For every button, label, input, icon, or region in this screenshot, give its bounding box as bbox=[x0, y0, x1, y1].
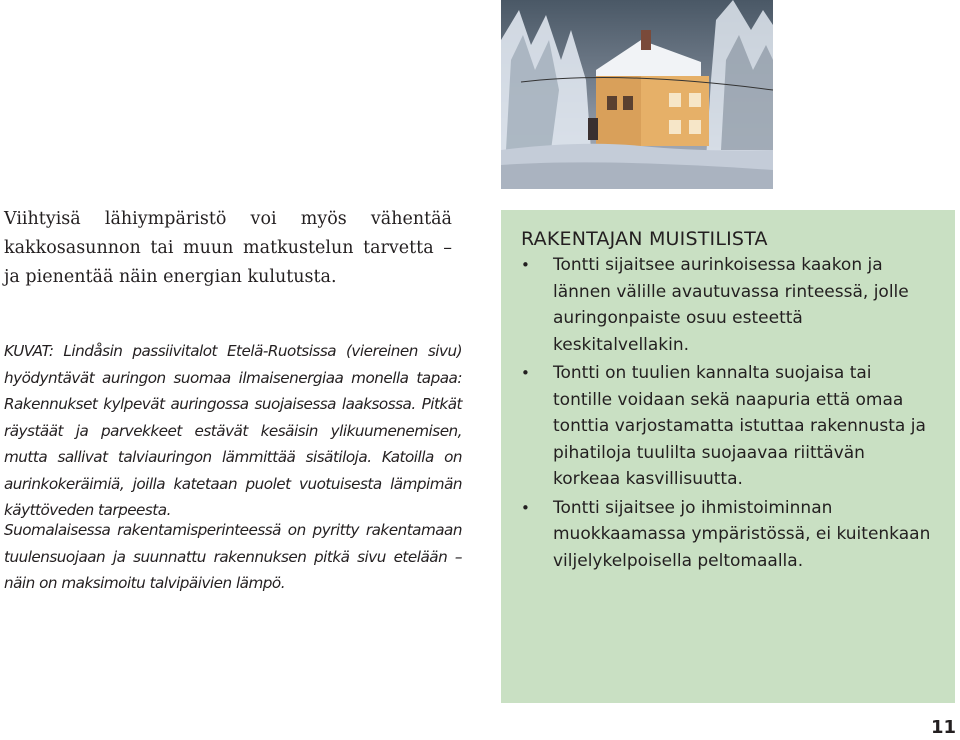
house-photo-illustration bbox=[501, 0, 773, 189]
checklist-item-text: Tontti on tuulien kannalta suojaisa tai tontille voidaan sekä naapuria että omaa tonttia varjostamatta istuttaa rakennusta ja pihatiloja tuulilta suojaavaa riittävän korkeaa kasvillisuutta. bbox=[553, 363, 926, 489]
checklist-item-text: Tontti sijaitsee jo ihmistoiminnan muokkaamassa ympäristössä, ei kuitenkaan viljelykelpoisella peltomaalla. bbox=[553, 497, 931, 571]
checklist-list bbox=[515, 252, 935, 574]
house-photo bbox=[501, 0, 773, 189]
photo-caption: KUVAT: Lindåsin passiivitalot Etelä-Ruotsissa (viereinen sivu) hyödyntävät auringon suomaa ilmaisenergiaa monella tapaa: Rakennukset kylpevät auringossa suojaisessa laaksossa. Pitkät räystäät ja parvekkeet estävät kesäisin ylikuumenemisen, mutta sallivat talviauringon lämmittää sisätiloja. Katoilla on aurinkokeräimiä, joilla katetaan puolet vuotuisesta lämpimän käyttöveden tarpeesta. bbox=[4, 342, 462, 519]
page-number: 11 bbox=[930, 717, 956, 738]
bullet-icon: • bbox=[521, 364, 530, 382]
checklist-item bbox=[515, 360, 935, 493]
checklist-item-text: Tontti sijaitsee aurinkoisessa kaakon ja lännen välille avautuvassa rinteessä, jolle auringonpaiste osuu esteettä keskitalvellakin. bbox=[553, 255, 909, 355]
intro-paragraph: Viihtyisä lähiympäristö voi myös vähentää kakkosasunnon tai muun matkustelun tarvetta – ja pienentää näin energian kulutusta. bbox=[4, 209, 452, 287]
bullet-icon: • bbox=[521, 256, 530, 274]
checklist-title: RAKENTAJAN MUISTILISTA bbox=[521, 228, 768, 250]
tradition-caption: Suomalaisessa rakentamisperinteessä on pyritty rakentamaan tuulensuojaan ja suunnattu rakennuksen pitkä sivu etelään – näin on maksimoitu talvipäivien lämpö. bbox=[4, 521, 462, 592]
bullet-icon: • bbox=[521, 498, 530, 517]
checklist-item bbox=[515, 252, 935, 358]
checklist-item bbox=[515, 495, 935, 575]
builder-checklist-box bbox=[501, 210, 955, 703]
